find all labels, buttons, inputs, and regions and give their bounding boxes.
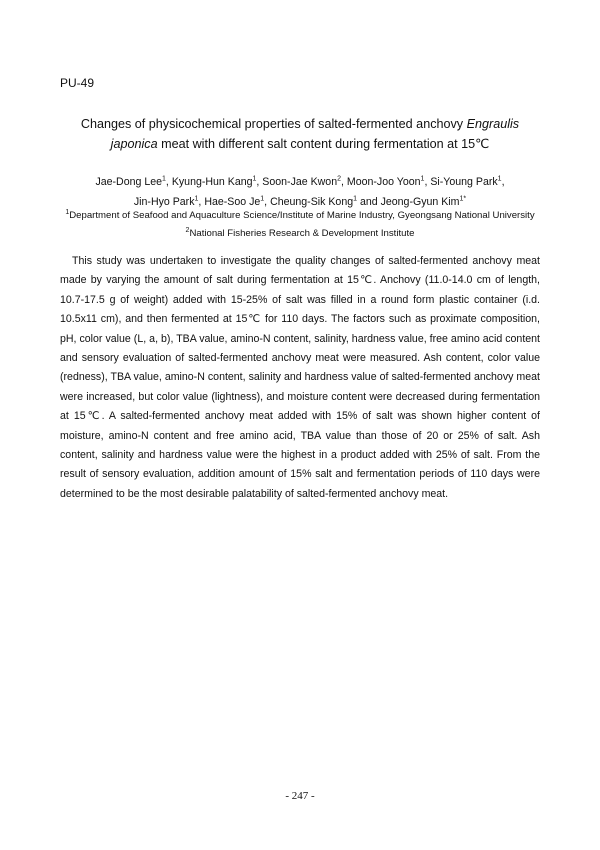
title-part1: Changes of physicochemical properties of salted-fermented anchovy xyxy=(80,117,467,131)
affiliation-1 xyxy=(40,210,560,221)
author-name: Soon-Jae Kwon xyxy=(262,176,338,188)
author-name: Kyung-Hun Kang xyxy=(171,176,253,188)
affiliation-mark: 2 xyxy=(185,226,190,234)
author-name: Jeong-Gyun Kim xyxy=(380,196,460,208)
author-affiliation-mark: 1 xyxy=(497,175,502,183)
paper-title xyxy=(70,114,530,154)
affiliation-text: National Fisheries Research & Development Institute xyxy=(189,228,415,239)
author-affiliation-mark: 1 xyxy=(260,195,265,203)
author-affiliation-mark: 1 xyxy=(353,195,358,203)
author-affiliation-mark: 1* xyxy=(459,195,467,203)
author-affiliation-mark: 1 xyxy=(420,175,425,183)
author-name: Jin-Hyo Park xyxy=(133,196,195,208)
author-list: Jae-Dong Lee$^1$, Kyung-Hun Kang$^1$, Soon-Jae Kwon$^2$, Moon-Joo Yoon$^1$, Si-Young Park$^1$, Jin-Hyo Park$^1$, Hae-Soo Je$^1$, Cheung-Sik Kong$^1$ and Jeong-Gyun Kim$^{1*}$ xyxy=(95,175,505,208)
title-part2: meat with different salt content during fermentation at 15℃ xyxy=(157,137,490,151)
author-name: Jae-Dong Lee xyxy=(95,176,163,188)
author-affiliation-mark: 1 xyxy=(194,195,199,203)
author-name: Cheung-Sik Kong xyxy=(270,196,354,208)
author-name: Moon-Joo Yoon xyxy=(346,176,421,188)
author-affiliation-mark: 2 xyxy=(337,175,341,183)
abstract-paragraph: This study was undertaken to investigate the quality changes of salted-fermented anchovy meat made by varying the amount of salt during fermentation at 15℃. Anchovy (11.0-14.0 cm of length, 10.7-17.5 g of weight) added with 15-25% of salt was filled in a round form plastic container (i.d. 10.5x11 cm), and then fermented at 15℃ for 110 days. The factors such as proximate composition, pH, color value (L, a, b), TBA value, amino-N content, salinity, hardness value, free amino acid content and sensory evaluation of salted-fermented anchovy meat were measured. Ash content, color value (redness), TBA value, amino-N content, salinity and hardness value of salted-fermented anchovy meat were increased, but color value (lightness), and moisture content were decreased during fermentation at 15℃. A salted-fermented anchovy meat added with 15% of salt was shown higher content of moisture, amino-N content and free amino acid, TBA value than those of 20 or 25% of salt. Ash content, salinity and hardness value were the highest in a product added with 25% of salt. From the result of sensory evaluation, addition amount of 15% salt and fermentation periods of 110 days were determined to be the most desirable palatability of salted-fermented anchovy meat. xyxy=(60,255,540,500)
affiliation-mark: 1 xyxy=(65,208,70,216)
affiliation-text: Department of Seafood and Aquaculture Science/Institute of Marine Industry, Gyeongsang National University xyxy=(69,210,535,221)
author-name: Si-Young Park xyxy=(430,176,498,188)
author-affiliation-mark: 1 xyxy=(162,175,166,183)
author-name: Hae-Soo Je xyxy=(204,196,261,208)
title-species: Engraulis japonica xyxy=(110,117,520,151)
author-affiliation-mark: 1 xyxy=(252,175,257,183)
page-number: - 247 - xyxy=(285,790,315,802)
affiliation-2 xyxy=(40,228,560,239)
paper-code: PU-49 xyxy=(60,76,95,90)
